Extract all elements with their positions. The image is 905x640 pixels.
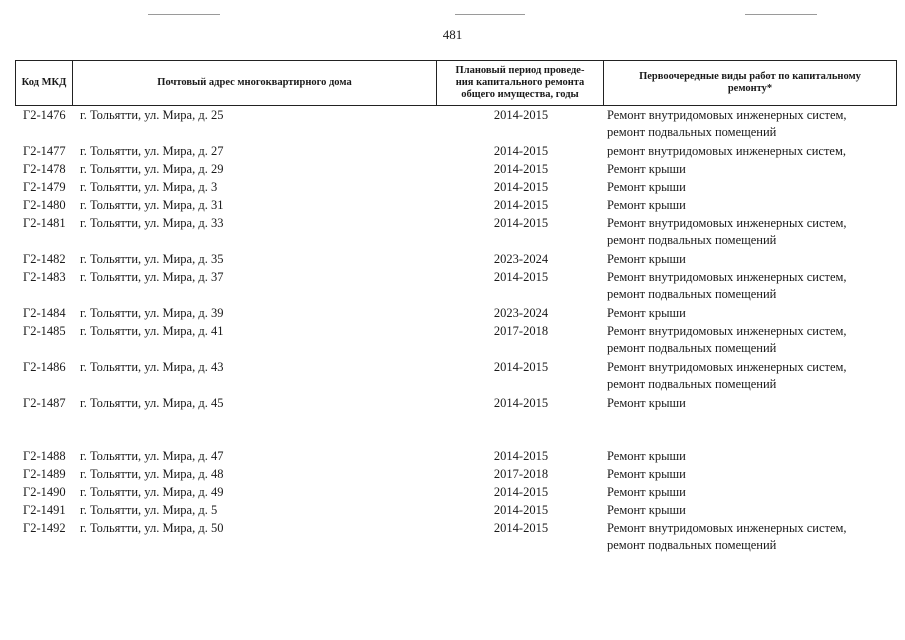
works-line: Ремонт крыши — [607, 198, 686, 212]
postal-address: г. Тольятти, ул. Мира, д. 39 — [80, 306, 224, 320]
mkd-code: Г2-1480 — [23, 198, 66, 212]
postal-address: г. Тольятти, ул. Мира, д. 25 — [80, 108, 224, 122]
works-line: Ремонт крыши — [607, 485, 686, 499]
mkd-code: Г2-1487 — [23, 396, 66, 410]
repair-period: 2014-2015 — [493, 396, 549, 410]
mkd-code: Г2-1478 — [23, 162, 66, 176]
header-code: Код МКД — [16, 61, 73, 106]
postal-address: г. Тольятти, ул. Мира, д. 43 — [80, 360, 224, 374]
repair-works — [607, 520, 897, 554]
repair-period: 2023-2024 — [493, 252, 549, 266]
postal-address: г. Тольятти, ул. Мира, д. 33 — [80, 216, 224, 230]
postal-address: г. Тольятти, ул. Мира, д. 47 — [80, 449, 224, 463]
mkd-code: Г2-1481 — [23, 216, 66, 230]
works-line: Ремонт крыши — [607, 306, 686, 320]
works-line: ремонт подвальных помещений — [607, 233, 777, 247]
postal-address: г. Тольятти, ул. Мира, д. 45 — [80, 396, 224, 410]
postal-address: г. Тольятти, ул. Мира, д. 29 — [80, 162, 224, 176]
repair-period: 2017-2018 — [493, 324, 549, 338]
mkd-code: Г2-1476 — [23, 108, 66, 122]
repair-works — [607, 305, 897, 322]
postal-address: г. Тольятти, ул. Мира, д. 50 — [80, 521, 224, 535]
mkd-code: Г2-1488 — [23, 449, 66, 463]
works-line: Ремонт внутридомовых инженерных систем, — [607, 270, 847, 284]
repair-period: 2014-2015 — [493, 449, 549, 463]
works-line: Ремонт крыши — [607, 180, 686, 194]
header-period-line: ния капитального ремонта — [455, 77, 585, 88]
repair-period: 2014-2015 — [493, 198, 549, 212]
scan-artifact-line — [455, 14, 525, 15]
postal-address: г. Тольятти, ул. Мира, д. 27 — [80, 144, 224, 158]
repair-works — [607, 161, 897, 178]
repair-works — [607, 215, 897, 249]
works-line: Ремонт внутридомовых инженерных систем, — [607, 216, 847, 230]
repair-period: 2014-2015 — [493, 270, 549, 284]
repair-period: 2023-2024 — [493, 306, 549, 320]
repair-works — [607, 251, 897, 268]
works-line: Ремонт крыши — [607, 449, 686, 463]
header-works — [604, 61, 897, 106]
repair-period: 2014-2015 — [493, 216, 549, 230]
works-line: ремонт подвальных помещений — [607, 341, 777, 355]
mkd-code: Г2-1479 — [23, 180, 66, 194]
postal-address: г. Тольятти, ул. Мира, д. 41 — [80, 324, 224, 338]
repair-period: 2014-2015 — [493, 503, 549, 517]
repair-works — [607, 484, 897, 501]
scan-artifact-line — [745, 14, 817, 15]
works-line: Ремонт крыши — [607, 252, 686, 266]
repair-period: 2014-2015 — [493, 360, 549, 374]
header-works-line: ремонту* — [727, 83, 773, 94]
works-line: ремонт подвальных помещений — [607, 287, 777, 301]
repair-period: 2014-2015 — [493, 521, 549, 535]
mkd-code: Г2-1482 — [23, 252, 66, 266]
works-line: Ремонт крыши — [607, 467, 686, 481]
repair-period: 2014-2015 — [493, 144, 549, 158]
mkd-code: Г2-1483 — [23, 270, 66, 284]
repair-works — [607, 466, 897, 483]
repair-works — [607, 107, 897, 141]
postal-address: г. Тольятти, ул. Мира, д. 37 — [80, 270, 224, 284]
repair-works — [607, 395, 897, 412]
works-line: Ремонт внутридомовых инженерных систем, — [607, 360, 847, 374]
repair-works — [607, 359, 897, 393]
repair-works — [607, 143, 897, 160]
postal-address: г. Тольятти, ул. Мира, д. 31 — [80, 198, 224, 212]
repair-period: 2017-2018 — [493, 467, 549, 481]
mkd-code: Г2-1484 — [23, 306, 66, 320]
works-line: Ремонт внутридомовых инженерных систем, — [607, 324, 847, 338]
repair-works — [607, 197, 897, 214]
header-period-line: Плановый период проведе- — [455, 65, 585, 76]
header-period — [437, 61, 604, 106]
repair-works — [607, 448, 897, 465]
works-line: Ремонт внутридомовых инженерных систем, — [607, 521, 847, 535]
works-line: Ремонт крыши — [607, 162, 686, 176]
postal-address: г. Тольятти, ул. Мира, д. 49 — [80, 485, 224, 499]
mkd-code: Г2-1489 — [23, 467, 66, 481]
mkd-code: Г2-1490 — [23, 485, 66, 499]
repair-period: 2014-2015 — [493, 180, 549, 194]
header-works-line: Первоочередные виды работ по капитальному — [639, 71, 861, 82]
scan-artifact-line — [148, 14, 220, 15]
works-line: ремонт подвальных помещений — [607, 538, 777, 552]
postal-address: г. Тольятти, ул. Мира, д. 35 — [80, 252, 224, 266]
works-line: Ремонт крыши — [607, 396, 686, 410]
repair-period: 2014-2015 — [493, 485, 549, 499]
repair-period: 2014-2015 — [493, 108, 549, 122]
mkd-code: Г2-1477 — [23, 144, 66, 158]
works-line: ремонт внутридомовых инженерных систем, — [607, 144, 847, 158]
mkd-code: Г2-1492 — [23, 521, 66, 535]
mkd-code: Г2-1485 — [23, 324, 66, 338]
header-address: Почтовый адрес многоквартирного дома — [73, 61, 437, 106]
repair-period: 2014-2015 — [493, 162, 549, 176]
postal-address: г. Тольятти, ул. Мира, д. 5 — [80, 503, 218, 517]
works-line: ремонт подвальных помещений — [607, 377, 777, 391]
repair-works — [607, 179, 897, 196]
works-line: Ремонт внутридомовых инженерных систем, — [607, 108, 847, 122]
repair-works — [607, 502, 897, 519]
works-line: Ремонт крыши — [607, 503, 686, 517]
repair-works — [607, 269, 897, 303]
mkd-code: Г2-1486 — [23, 360, 66, 374]
postal-address: г. Тольятти, ул. Мира, д. 3 — [80, 180, 218, 194]
repair-works — [607, 323, 897, 357]
header-period-line: общего имущества, годы — [461, 89, 579, 100]
works-line: ремонт подвальных помещений — [607, 125, 777, 139]
mkd-code: Г2-1491 — [23, 503, 66, 517]
page-number: 481 — [442, 27, 463, 42]
postal-address: г. Тольятти, ул. Мира, д. 48 — [80, 467, 224, 481]
table-header — [15, 60, 897, 106]
